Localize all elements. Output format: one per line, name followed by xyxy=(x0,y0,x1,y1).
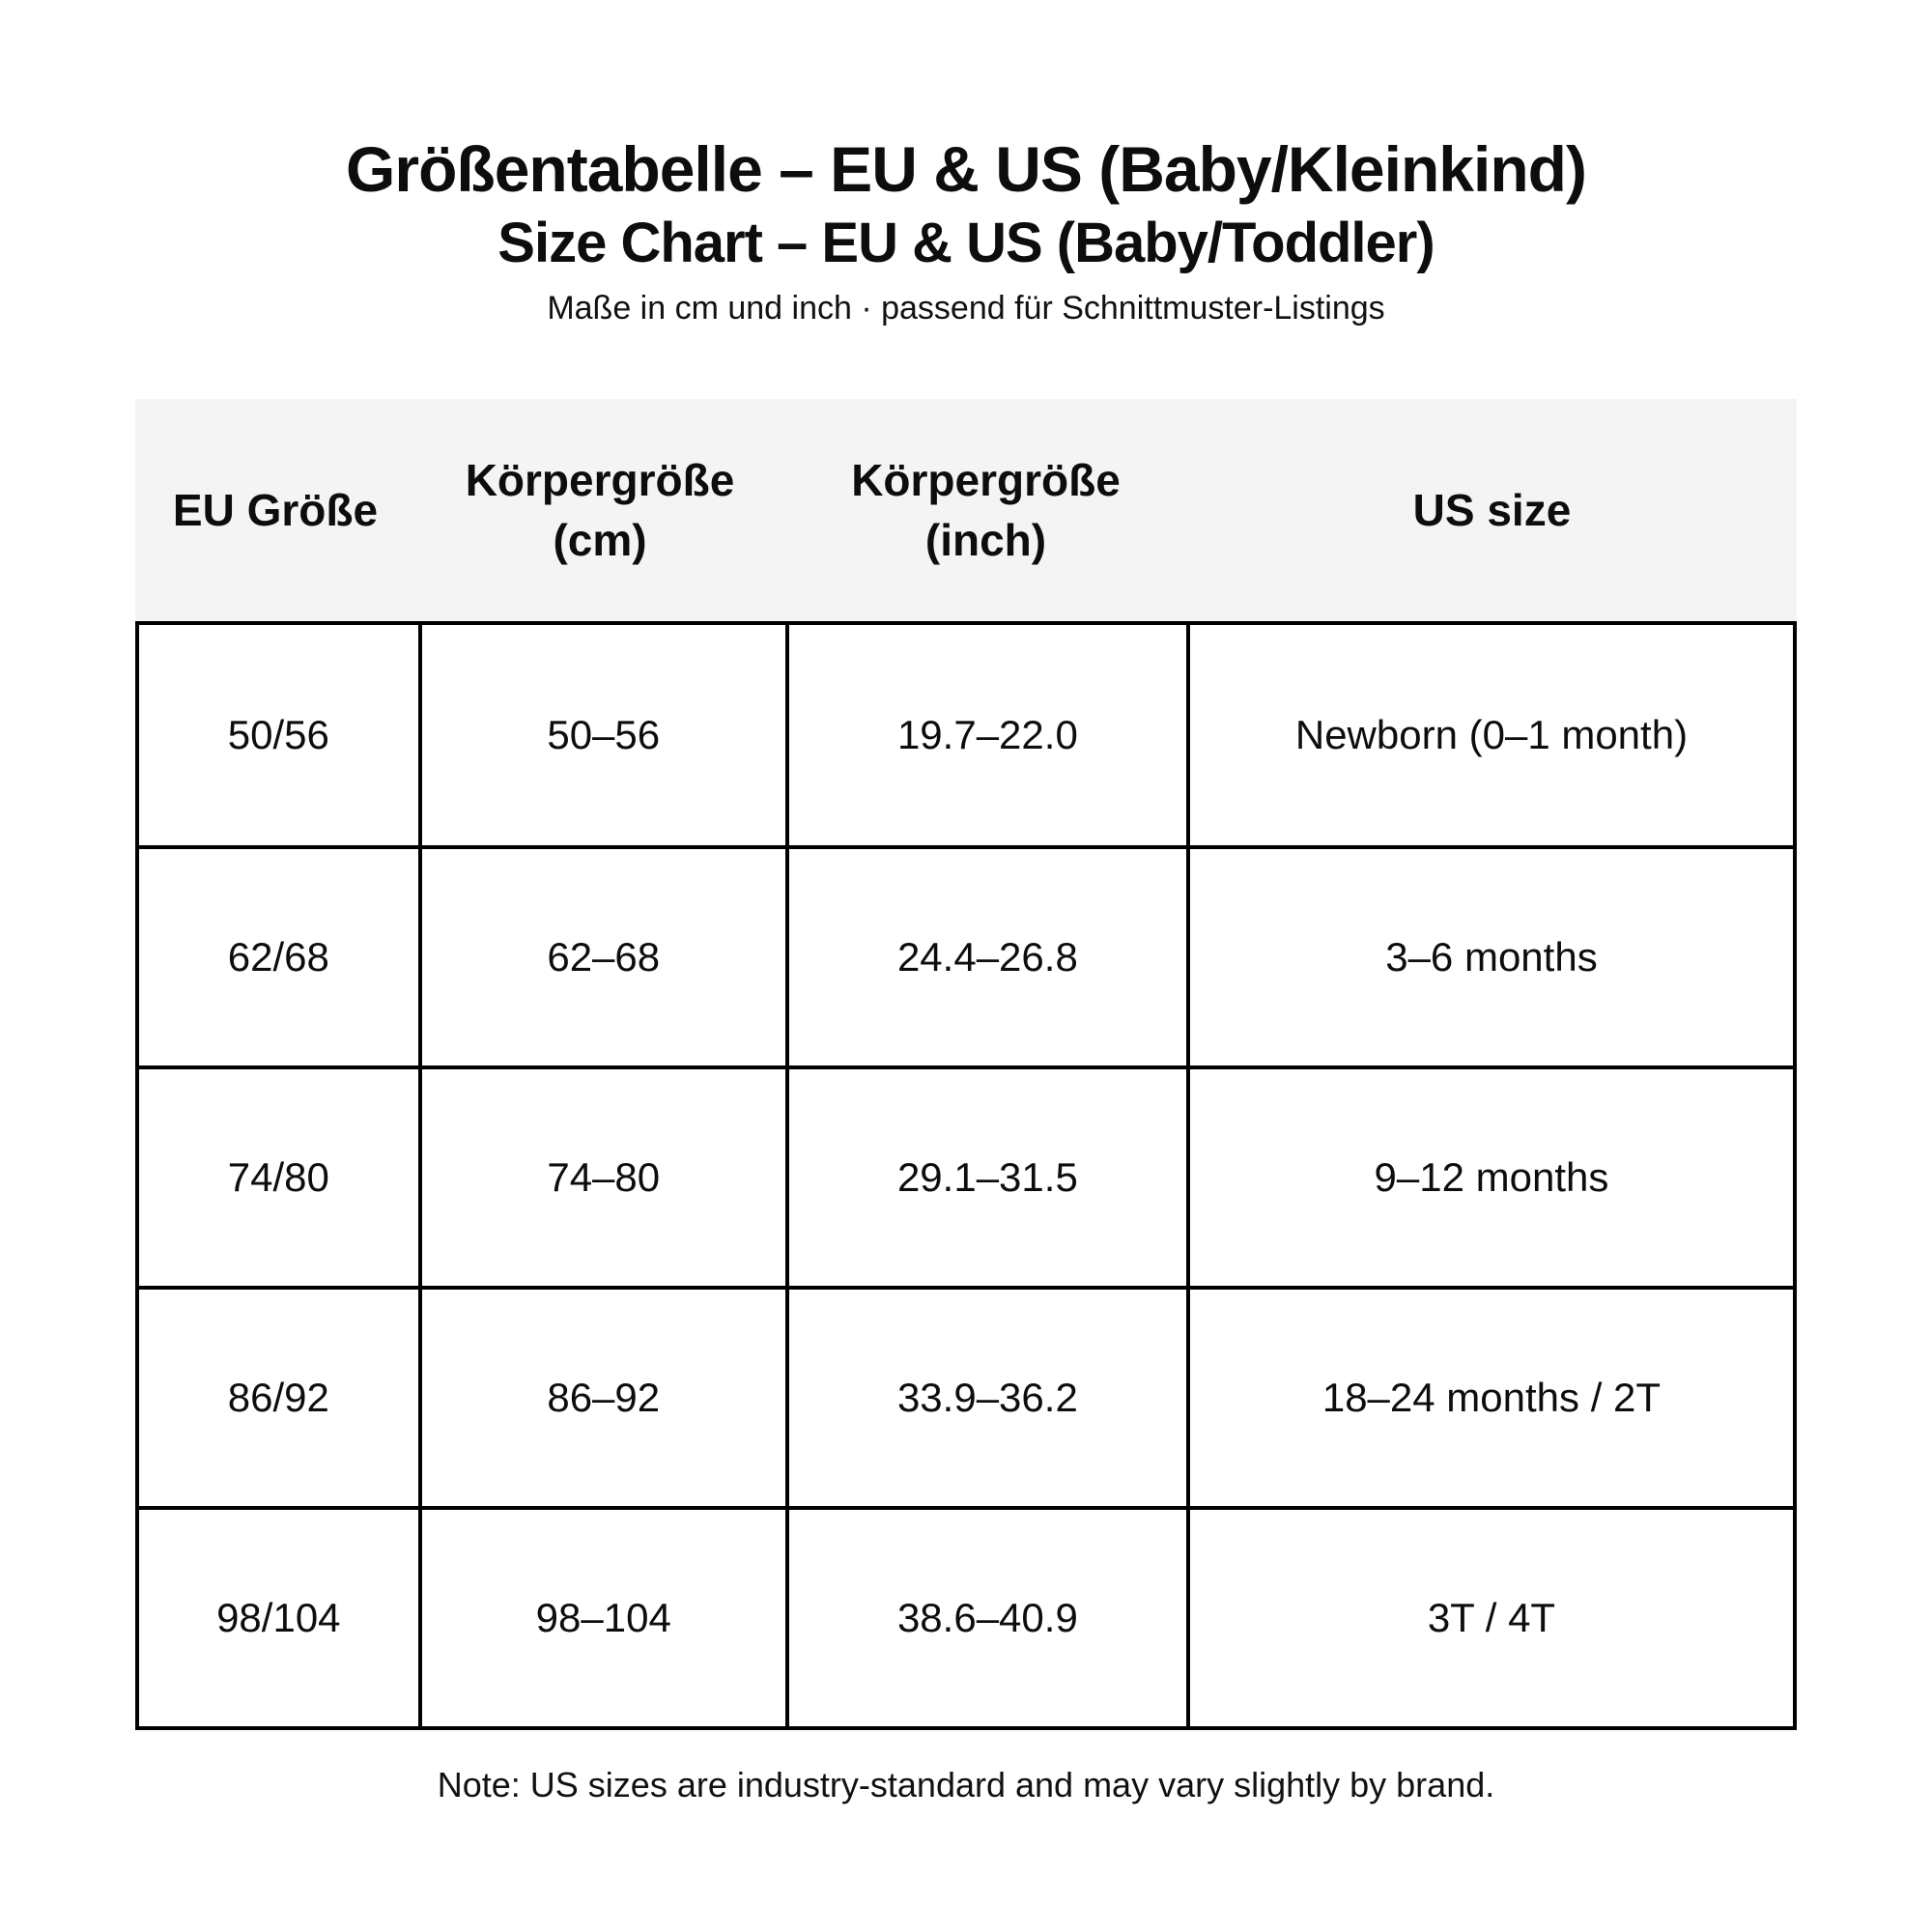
table-cell-us-size: Newborn (0–1 month) xyxy=(1186,625,1793,845)
size-chart-table xyxy=(135,399,1797,1730)
column-header-us-size xyxy=(1187,399,1797,621)
table-cell-height-inch: 19.7–22.0 xyxy=(785,625,1186,845)
column-header-eu-size xyxy=(135,399,415,621)
column-header-label: US size xyxy=(1412,485,1572,535)
table-cell-us-size: 18–24 months / 2T xyxy=(1186,1286,1793,1506)
table-cell-us-size: 9–12 months xyxy=(1186,1065,1793,1286)
page-subtitle: Maße in cm und inch · passend für Schnittmuster-Listings xyxy=(547,290,1385,327)
column-header-label: Körpergröße xyxy=(465,455,735,505)
column-header-sublabel: (inch) xyxy=(924,515,1047,565)
table-cell-height-cm: 50–56 xyxy=(418,625,785,845)
column-header-sublabel: (cm) xyxy=(553,515,647,565)
table-cell-height-cm: 86–92 xyxy=(418,1286,785,1506)
table-cell-eu-size: 86/92 xyxy=(139,1286,418,1506)
table-cell-height-inch: 38.6–40.9 xyxy=(785,1506,1186,1726)
page-title-english: Size Chart – EU & US (Baby/Toddler) xyxy=(497,212,1435,274)
column-header-label: Körpergröße xyxy=(851,455,1121,505)
table-cell-height-cm: 62–68 xyxy=(418,845,785,1065)
column-header-height-cm xyxy=(415,399,784,621)
table-cell-height-inch: 29.1–31.5 xyxy=(785,1065,1186,1286)
table-cell-eu-size: 98/104 xyxy=(139,1506,418,1726)
table-body xyxy=(135,621,1797,1730)
column-header-label: EU Größe xyxy=(172,485,379,535)
footnote: Note: US sizes are industry-standard and may vary slightly by brand. xyxy=(437,1765,1495,1804)
column-header-height-inch xyxy=(784,399,1187,621)
page-title-german: Größentabelle – EU & US (Baby/Kleinkind) xyxy=(346,133,1586,205)
table-cell-us-size: 3–6 months xyxy=(1186,845,1793,1065)
table-header-row xyxy=(135,399,1797,621)
table-cell-height-cm: 98–104 xyxy=(418,1506,785,1726)
table-cell-eu-size: 50/56 xyxy=(139,625,418,845)
table-cell-height-cm: 74–80 xyxy=(418,1065,785,1286)
table-cell-eu-size: 74/80 xyxy=(139,1065,418,1286)
table-cell-height-inch: 24.4–26.8 xyxy=(785,845,1186,1065)
table-cell-height-inch: 33.9–36.2 xyxy=(785,1286,1186,1506)
table-cell-us-size: 3T / 4T xyxy=(1186,1506,1793,1726)
table-cell-eu-size: 62/68 xyxy=(139,845,418,1065)
